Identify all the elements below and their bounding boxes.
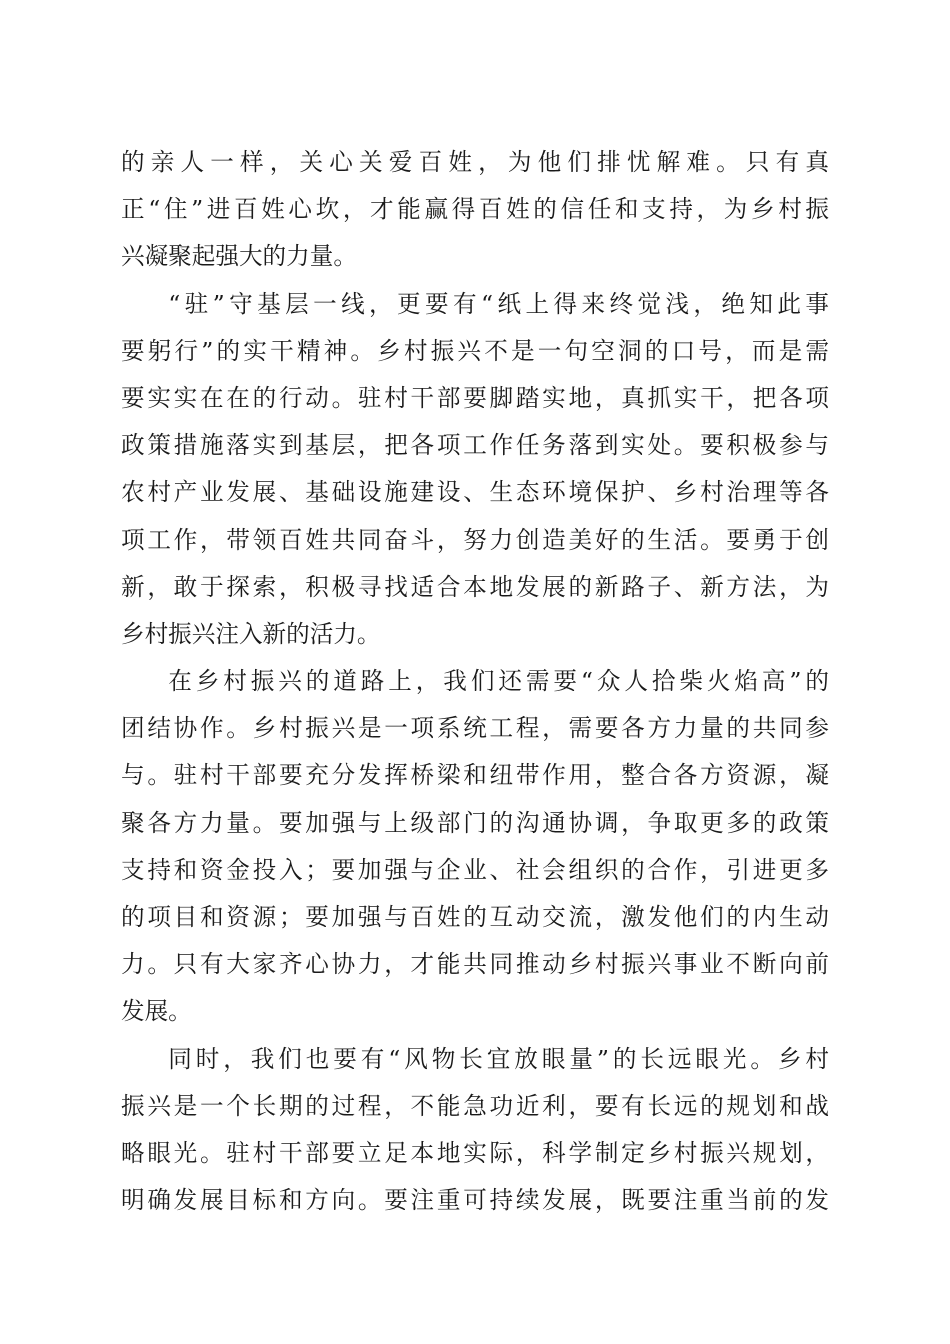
text-line: 与。驻村干部要充分发挥桥梁和纽带作用，整合各方资源，凝 (121, 761, 829, 790)
text-line: 新，敢于探索，积极寻找适合本地发展的新路子、新方法，为 (121, 572, 829, 601)
text-line: 团结协作。乡村振兴是一项系统工程，需要各方力量的共同参 (121, 714, 829, 743)
text-line: 力。只有大家齐心协力，才能共同推动乡村振兴事业不断向前 (121, 950, 829, 979)
text-line: 振兴是一个长期的过程，不能急功近利，要有长远的规划和战 (121, 1091, 829, 1120)
text-line: 支持和资金投入；要加强与企业、社会组织的合作，引进更多 (121, 855, 829, 884)
text-line: 发展。 (121, 997, 192, 1026)
text-line: 略眼光。驻村干部要立足本地实际，科学制定乡村振兴规划， (121, 1138, 829, 1167)
text-line: 乡村振兴注入新的活力。 (121, 619, 381, 648)
text-line: 明确发展目标和方向。要注重可持续发展，既要注重当前的发 (121, 1186, 829, 1215)
paragraph-first-line: “驻”守基层一线，更要有“纸上得来终觉浅，绝知此事 (168, 289, 829, 318)
text-line: 要躬行”的实干精神。乡村振兴不是一句空洞的口号，而是需 (121, 336, 829, 365)
text-line: 农村产业发展、基础设施建设、生态环境保护、乡村治理等各 (121, 478, 829, 507)
text-line: 兴凝聚起强大的力量。 (121, 242, 357, 271)
body-text (121, 139, 829, 1224)
text-line: 政策措施落实到基层，把各项工作任务落到实处。要积极参与 (121, 431, 829, 460)
text-line: 的项目和资源；要加强与百姓的互动交流，激发他们的内生动 (121, 903, 829, 931)
paragraph-first-line: 同时，我们也要有“风物长宜放眼量”的长远眼光。乡村 (168, 1044, 829, 1073)
text-line: 正“住”进百姓心坎，才能赢得百姓的信任和支持，为乡村振 (121, 195, 829, 224)
text-line: 要实实在在的行动。驻村干部要脚踏实地，真抓实干，把各项 (121, 383, 829, 412)
paragraph-first-line: 在乡村振兴的道路上，我们还需要“众人拾柴火焰高”的 (168, 667, 829, 696)
text-line: 项工作，带领百姓共同奋斗，努力创造美好的生活。要勇于创 (121, 525, 829, 554)
text-line: 聚各方力量。要加强与上级部门的沟通协调，争取更多的政策 (121, 808, 829, 837)
text-line: 的亲人一样，关心关爱百姓，为他们排忧解难。只有真 (121, 148, 829, 176)
